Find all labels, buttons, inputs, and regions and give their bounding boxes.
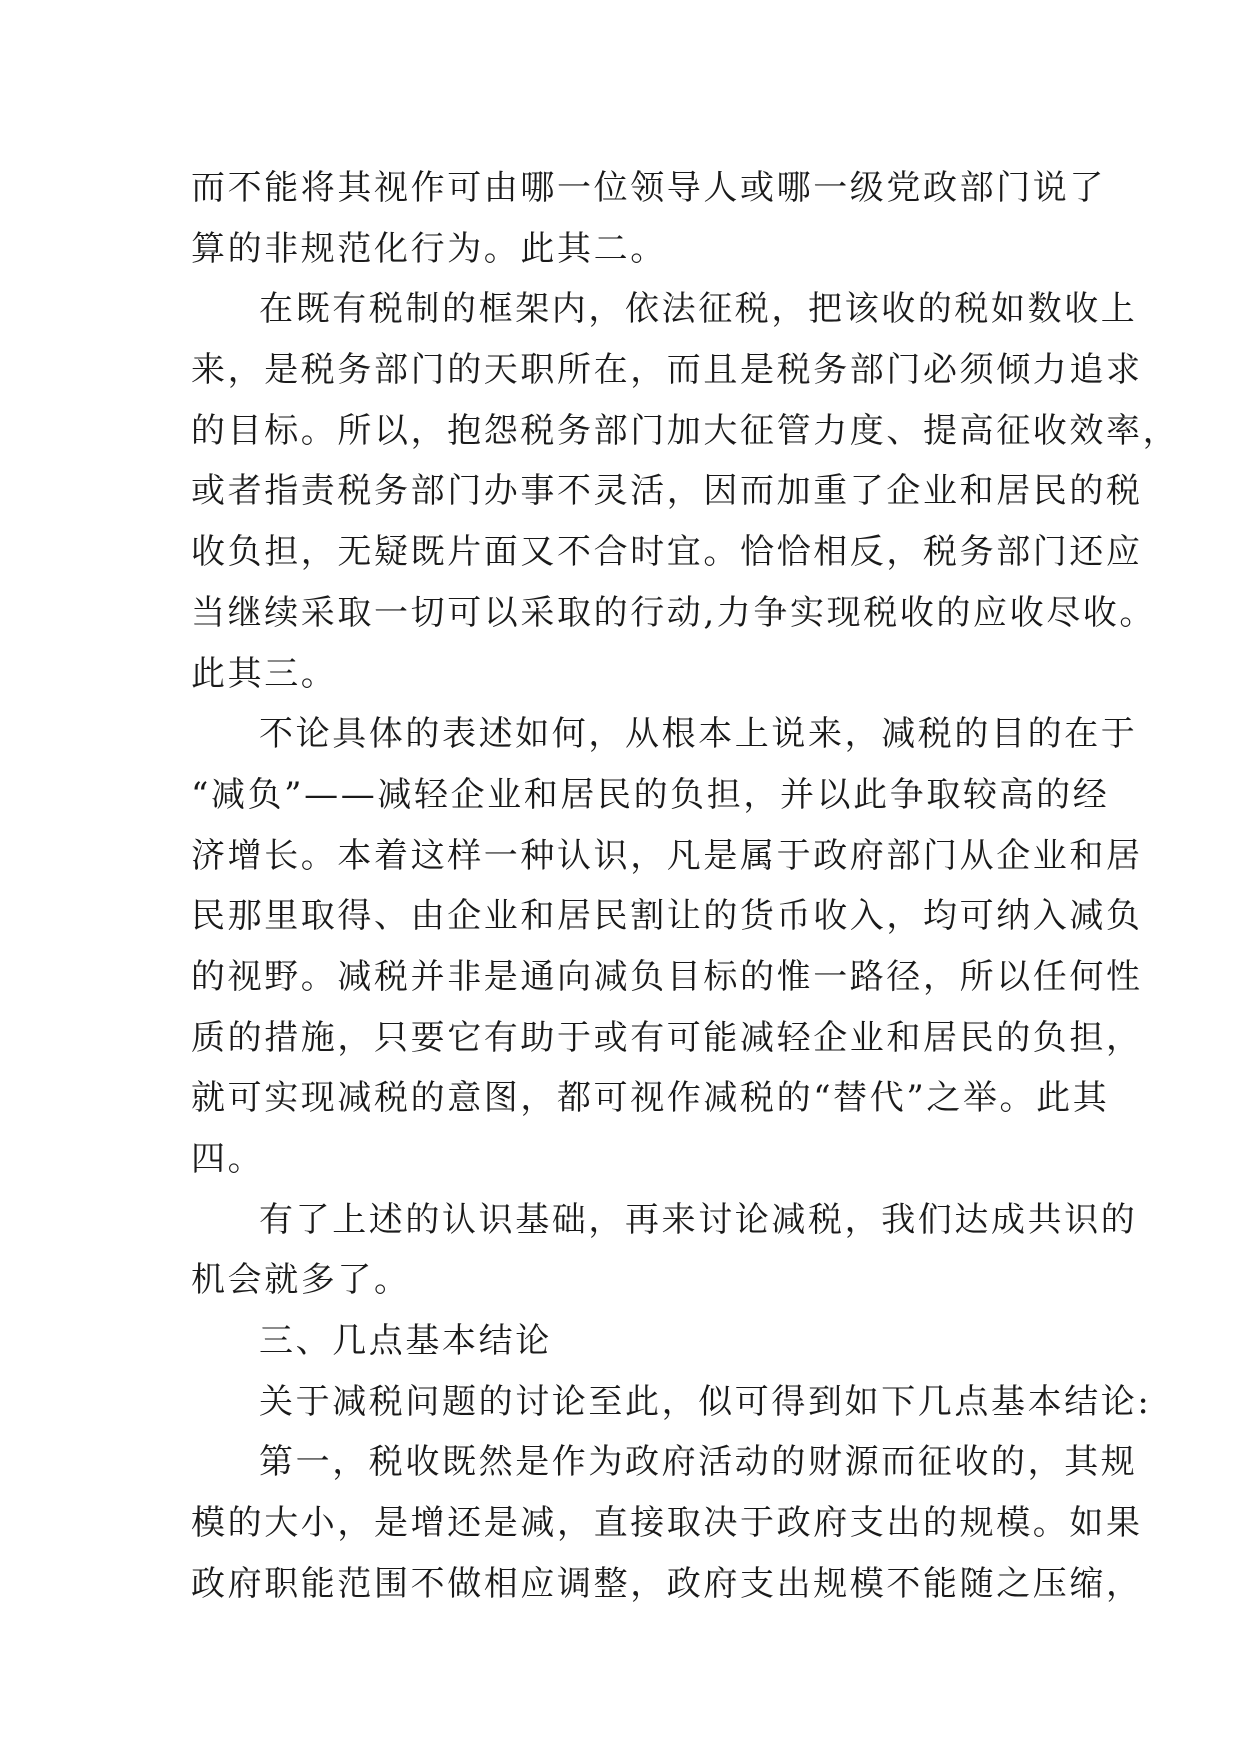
section-heading: 三、几点基本结论: [259, 1321, 552, 1362]
text-line: 收负担，无疑既片面又不合时宜。恰恰相反，税务部门还应: [191, 532, 1143, 573]
text-line: 民那里取得、由企业和居民割让的货币收入，均可纳入减负: [191, 896, 1143, 937]
text-line: 当继续采取一切可以采取的行动,力争实现税收的应收尽收。: [191, 592, 1157, 633]
body-text: [191, 158, 1180, 1615]
text-line: 算的非规范化行为。此其二。: [191, 228, 667, 269]
text-line: 机会就多了。: [191, 1260, 411, 1301]
text-line: 或者指责税务部门办事不灵活，因而加重了企业和居民的税: [191, 471, 1143, 512]
text-line: 质的措施，只要它有助于或有可能减轻企业和居民的负担，: [191, 1017, 1143, 1058]
text-line: 关于减税问题的讨论至此，似可得到如下几点基本结论:: [259, 1381, 1152, 1422]
text-line: 此其三。: [191, 653, 338, 694]
text-line: 不论具体的表述如何，从根本上说来，减税的目的在于: [259, 714, 1138, 755]
text-line: 第一，税收既然是作为政府活动的财源而征收的，其规: [259, 1442, 1138, 1483]
text-line: 四。: [191, 1139, 265, 1179]
text-line: “减负”——减轻企业和居民的负担，并以此争取较高的经: [191, 774, 1110, 815]
text-line: 就可实现减税的意图，都可视作减税的“替代”之举。此其: [191, 1078, 1110, 1119]
text-line: 来，是税务部门的天职所在，而且是税务部门必须倾力追求: [191, 350, 1143, 391]
text-line: 政府职能范围不做相应调整，政府支出规模不能随之压缩，: [191, 1563, 1143, 1604]
text-line: 的视野。减税并非是通向减负目标的惟一路径，所以任何性: [191, 956, 1143, 997]
text-line: 济增长。本着这样一种认识，凡是属于政府部门从企业和居: [191, 835, 1143, 876]
text-line: 的目标。所以，抱怨税务部门加大征管力度、提高征收效率，: [191, 410, 1180, 451]
text-line: 在既有税制的框架内，依法征税，把该收的税如数收上: [259, 289, 1138, 330]
text-line: 而不能将其视作可由哪一位领导人或哪一级党政部门说了: [191, 168, 1106, 208]
text-line: 模的大小，是增还是减，直接取决于政府支出的规模。如果: [191, 1503, 1143, 1544]
text-line: 有了上述的认识基础，再来讨论减税，我们达成共识的: [259, 1199, 1138, 1240]
